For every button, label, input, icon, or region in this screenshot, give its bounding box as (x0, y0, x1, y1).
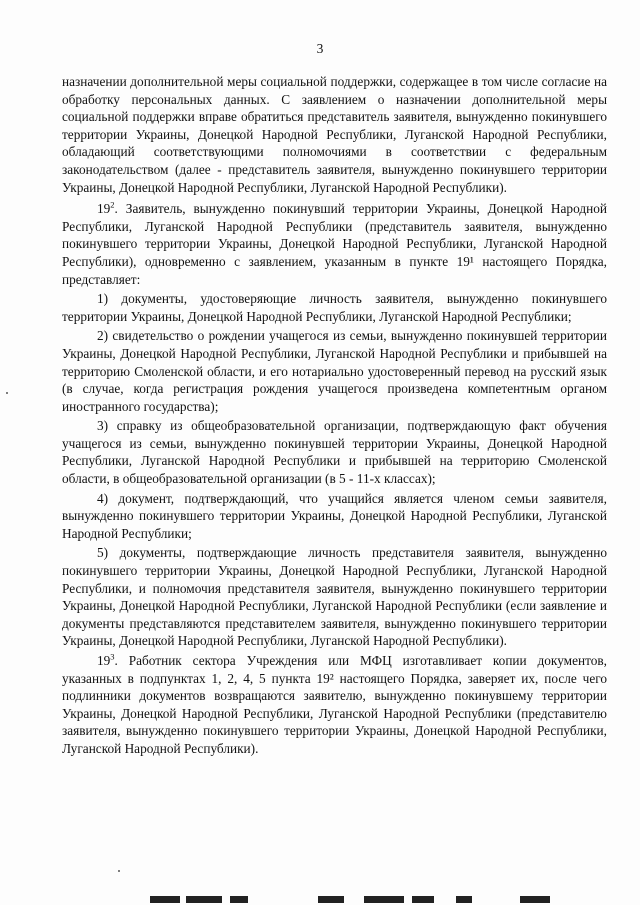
scan-mark (456, 896, 472, 903)
paragraph-text: . Работник сектора Учреждения или МФЦ изготавливает копии документов, указанных в подпунктах 1, 2, 4, 5 пункта 19² настоящего Порядка, заверяет их, после чего подлинники документов возвращаются заявителю, вынужденно покинувшему территории Украины, Донецкой Народной Республики, Луганской Народной Республики (представителю заявителя, вынужденно покинувшего территории Украины, Донецкой Народной Республики, Луганской Народной Республики). (62, 653, 607, 756)
scan-speck (118, 870, 120, 872)
scan-mark (520, 896, 550, 903)
scan-mark (412, 896, 434, 903)
clause-number: 19 (97, 201, 111, 217)
scan-speck (6, 392, 8, 394)
list-item-text: 3) справку из общеобразовательной организации, подтверждающую факт обучения учащегося из семьи, вынужденно покинувшей территории Украины, Донецкой Народной Республики, Луганской Народной Республики и прибывшей на территорию Смоленской области, в общеобразовательной организации (в 5 - 11-х классах); (62, 418, 607, 487)
paragraph-19-2 (62, 200, 607, 288)
paragraph-text: . Заявитель, вынужденно покинувший территории Украины, Донецкой Народной Республики, Луганской Народной Республики (представитель заявителя, вынужденно покинувшего территории Украины, Донецкой Народной Республики, Луганской Народной Республики), одновременно с заявлением, указанным в пункте 19¹ настоящего Порядка, представляет: (62, 201, 607, 287)
list-item-2 (62, 327, 607, 415)
clause-superscript: 3 (110, 651, 115, 662)
list-item-5 (62, 544, 607, 650)
list-item-text: 5) документы, подтверждающие личность представителя заявителя, вынужденно покинувшего территории Украины, Донецкой Народной Республики, Луганской Народной Республики, и полномочия представителя заявителя, вынужденно покинувшего территории Украины, Донецкой Народной Республики, Луганской Народной Республики (если заявление и документы представляются представителем заявителя, вынужденно покинувшего территории Украины, Донецкой Народной Республики, Луганской Народной Республики). (62, 545, 607, 649)
scan-artifacts (0, 890, 640, 905)
list-item-text: 1) документы, удостоверяющие личность заявителя, вынужденно покинувшего территории Украины, Донецкой Народной Республики, Луганской Народной Республики; (62, 291, 607, 324)
scan-mark (318, 896, 344, 903)
paragraph-text: назначении дополнительной меры социальной поддержки, содержащее в том числе согласие на обработку персональных данных. С заявлением о назначении дополнительной меры социальной поддержки вправе обратиться представитель заявителя, вынужденно покинувшего территории Украины, Донецкой Народной Республики, Луганской Народной Республики, обладающий соответствующими полномочиями в соответствии с федеральным законодательством (далее - представитель заявителя, вынужденно покинувшего территории Украины, Донецкой Народной Республики, Луганской Народной Республики). (62, 74, 607, 195)
scan-mark (230, 896, 248, 903)
clause-number: 19 (97, 653, 111, 668)
list-item-1 (62, 290, 607, 325)
paragraph-19-3 (62, 652, 607, 758)
scan-mark (150, 896, 180, 903)
scan-mark (364, 896, 404, 903)
document-body (62, 73, 607, 758)
clause-superscript: 2 (110, 199, 115, 210)
page-number: 3 (316, 41, 324, 56)
list-item-text: 2) свидетельство о рождении учащегося из семьи, вынужденно покинувшей территории Украины, Донецкой Народной Республики, Луганской Народной Республики и прибывшей на территорию Смоленской области, и его нотариально удостоверенный перевод на русский язык (в случае, когда регистрация рождения учащегося произведена компетентным органом иностранного государства); (62, 328, 607, 414)
paragraph-continuation (62, 73, 607, 196)
scan-mark (186, 896, 222, 903)
list-item-3 (62, 417, 607, 487)
list-item-4 (62, 490, 607, 543)
list-item-text: 4) документ, подтверждающий, что учащийся является членом семьи заявителя, вынужденно покинувшего территории Украины, Донецкой Народной Республики, Луганской Народной Республики; (62, 490, 607, 541)
